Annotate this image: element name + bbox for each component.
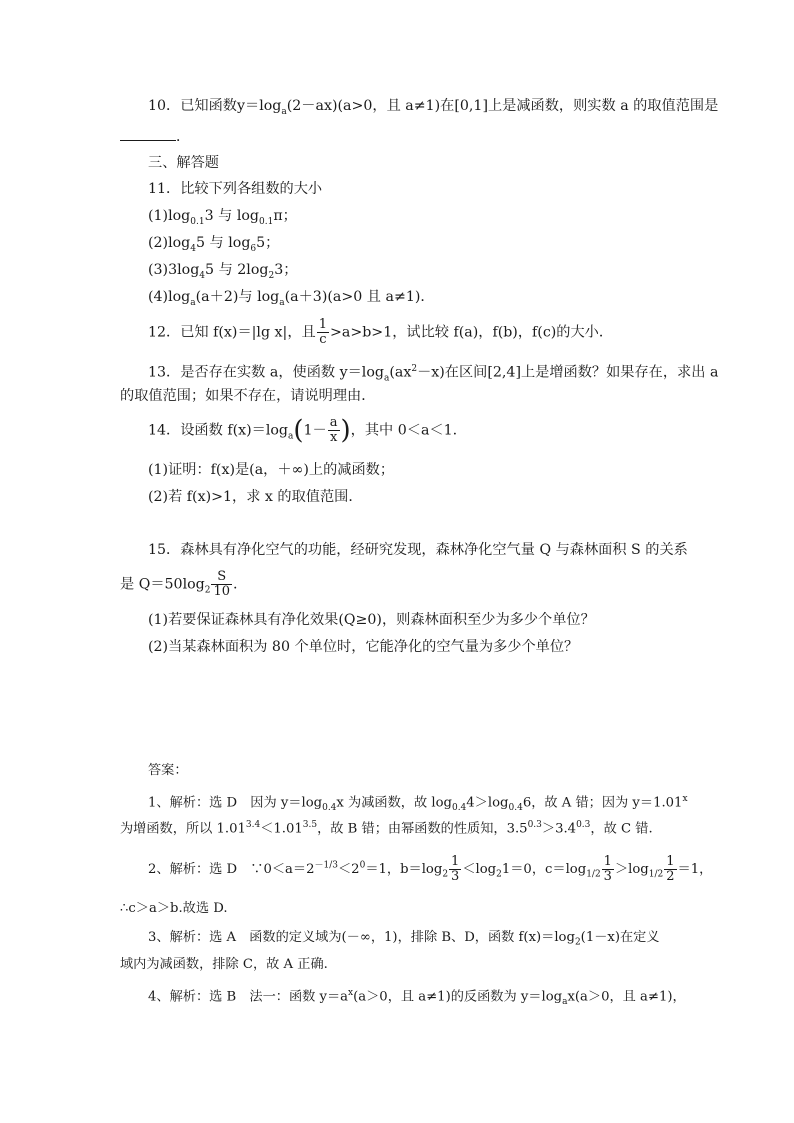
answer-blank [120, 128, 176, 141]
answers-title: 答案： [148, 763, 188, 778]
question-11-part2: $(2)\log_45$ 与 $\log_65$； [148, 235, 280, 254]
answer-1-line1: 1、解析：选 D 因为 $y=\log_{0.4}x$ 为减函数，故 $\log_{0.4}4>\log_{0.4}6$，故 A 错；因为 $y=1.01^x$ [148, 794, 688, 814]
answer-4-line1: 4、解析：选 B 法一：函数 $y=a^x(a>0$，且 a≠1)的反函数为 $y=\log_ax(a>0$，且 a≠1)， [148, 988, 686, 1008]
fraction-1-over-c: $\frac{1}{c}$ [318, 317, 327, 347]
question-11-part3: $(3)3\log_45$ 与 $2\log_23$； [148, 262, 298, 281]
question-13-line1: 13．是否存在实数 a，使函数 $y=\log_a(ax^2-x)$在区间[2,4]上是增函数？如果存在，求出 a [148, 364, 719, 384]
question-15-part2: (2)当某森林面积为 80 个单位时，它能净化的空气量为多少个单位？ [148, 639, 579, 655]
question-15-part1: (1)若要保证森林具有净化效果(Q≥0)，则森林面积至少为多少个单位？ [148, 612, 595, 628]
question-15-line2: 是 $Q=50\log_2$ $\frac{S}{10}$ . [120, 569, 238, 599]
question-10-line1: 10．已知函数$y=\log_a(2-ax)(a>0$，且 a≠1)在[0,1]上是减函数，则实数 a 的取值范围是 [148, 98, 719, 117]
answer-3-line1: 3、解析：选 A 函数的定义域为(－∞，1)，排除 B、D，函数 $f(x)=\log_2(1-x)$在定义 [148, 930, 660, 948]
fraction-1-over-2: $\frac{1}{2}$ [666, 854, 675, 884]
fraction-a-over-x: $\frac{a}{x}$ [329, 415, 338, 445]
question-13-line2: 的取值范围；如果不存在，请说明理由． [120, 388, 376, 404]
question-11-title: 11．比较下列各组数的大小 [148, 181, 323, 197]
question-11-part1: $(1)\log_{0.1}3$ 与 $\log_{0.1}\pi$； [148, 208, 297, 227]
answer-3-line2: 域内为减函数，排除 C，故 A 正确. [120, 957, 328, 972]
question-14: 14．设函数 $f(x)=\log_a(1-$ $\frac{a}{x}$ )，其中 0＜a＜1. [148, 415, 458, 446]
question-10-line2: ． [120, 127, 190, 147]
question-14-part1: (1)证明：f(x)是(a，＋∞)上的减函数； [148, 462, 395, 478]
fraction-s-over-10: $\frac{S}{10}$ [213, 569, 231, 599]
answer-2-line2: ∴c＞a＞b.故选 D. [120, 901, 228, 916]
answer-1-line2: 为增函数，所以 $1.01^{3.4}<1.01^{3.5}$，故 B 错；由幂函数的性质知，$3.5^{0.3}>3.4^{0.3}$，故 C 错. [120, 820, 653, 837]
fraction-1-over-3: $\frac{1}{3}$ [603, 854, 612, 884]
question-14-part2: (2)若 f(x)>1，求 x 的取值范围． [148, 489, 363, 505]
question-11-part4: $(4)\log_a(a+2)$与 $\log_a(a+3)(a>0$ 且 a≠1)． [148, 289, 435, 308]
question-12: 12．已知 f(x)＝|lg x|，且 $\frac{1}{c}$ >a>b>1，试比较 f(a)，f(b)，f(c)的大小． [148, 317, 614, 347]
fraction-1-over-3: $\frac{1}{3}$ [451, 854, 460, 884]
question-15-line1: 15．森林具有净化空气的功能，经研究发现，森林净化空气量 Q 与森林面积 S 的关系 [148, 542, 688, 558]
section-header: 三、解答题 [148, 155, 219, 171]
answer-2-line1: 2、解析：选 D $\because 0<a=2^{-1/3}<2^0=1$，$b=\log_2$ $\frac{1}{3}$ $<\log_21=0$，$c=\log_{1/2}$ $\frac{1}{3}$ $>\log_{1/2}$ $\frac{1}{2}$ ＝1， [148, 854, 713, 884]
